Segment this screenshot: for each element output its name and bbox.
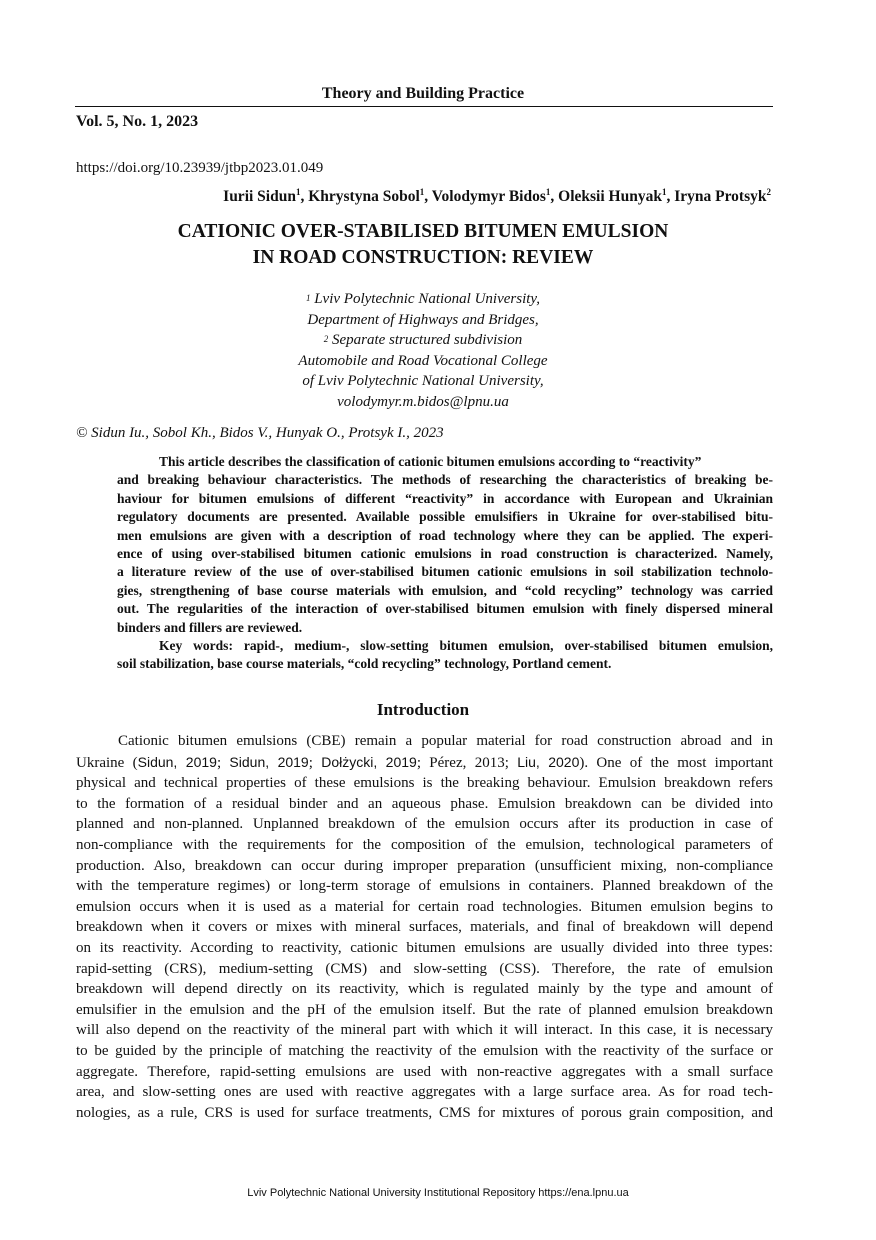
body-line: breakdown will depend directly on its reactivity, which is regulated mainly by the type and amount of <box>76 981 773 998</box>
body-line: to the formation of a residual binder and an aqueous phase. Emulsion breakdown can be divided into <box>76 795 773 812</box>
affiliation-line: Department of Highways and Bridges, <box>307 311 539 328</box>
introduction-body <box>76 731 773 1123</box>
author-affiliation-mark: 2 <box>766 187 771 197</box>
body-line: production. Also, breakdown can occur during improper preparation (unsufficient mixing, non-compliance <box>76 857 773 874</box>
abstract-line: binders and fillers are reviewed. <box>117 619 303 635</box>
title-line: IN ROAD CONSTRUCTION: REVIEW <box>252 247 594 268</box>
abstract-line: a literature review of the use of over-stabilised bitumen cationic emulsions in soil stabilization technolo- <box>117 564 773 580</box>
abstract-line: regulatory documents are presented. Available possible emulsifiers in Ukraine for over-stabilised bitu- <box>117 509 773 525</box>
abstract-line: ence of using over-stabilised bitumen cationic emulsions in road construction is characterized. Namely, <box>117 546 773 562</box>
affiliation-line: $^2$ Separate structured subdivision <box>323 332 523 349</box>
author-name: Oleksii Hunyak <box>558 188 662 205</box>
affiliation-block <box>250 289 596 413</box>
body-line: nologies, as a rule, CRS is used for surface treatments, CMS for mixtures of porous grain composition, and <box>76 1104 773 1121</box>
copyright-notice: © Sidun Iu., Sobol Kh., Bidos V., Hunyak O., Protsyk I., 2023 <box>76 425 444 441</box>
author-name: Iryna Protsyk <box>674 188 767 205</box>
author-affiliation-mark: 1 <box>419 187 425 197</box>
body-line: planned and non-planned. Unplanned breakdown of the emulsion occurs after its production in case of <box>76 816 773 833</box>
abstract-line: gies, strengthening of base course materials with emulsion, and “cold recycling” technology was carried <box>117 582 773 598</box>
paper-title <box>0 219 846 271</box>
affiliation-line: Automobile and Road Vocational College <box>298 352 548 369</box>
affiliation-line: of Lviv Polytechnic National University, <box>302 373 544 390</box>
author-list: Iurii Sidun$^1$, Khrystyna Sobol$^1$, Volodymyr Bidos$^1$, Oleksii Hunyak$^1$, Iryna Protsyk$^2$ <box>223 187 771 205</box>
volume-info: Vol. 5, No. 1, 2023 <box>76 113 199 130</box>
author-affiliation-mark: 1 <box>545 187 551 197</box>
citation-link[interactable]: Dołżycki, 2019 <box>321 753 417 770</box>
body-line: breakdown when it covers or mixes with mineral surfaces, materials, and final of breakdown will depend <box>76 919 773 936</box>
journal-title: Theory and Building Practice <box>321 85 525 102</box>
affiliation-mark: 2 <box>323 334 329 345</box>
keywords-line: soil stabilization, base course materials, “cold recycling” technology, Portland cement. <box>117 656 612 672</box>
title-line: CATIONIC OVER-STABILISED BITUMEN EMULSION <box>177 221 669 242</box>
author-name: Iurii Sidun <box>223 188 296 205</box>
abstract-line: This article describes the classification of cationic bitumen emulsions according to “reactivity” <box>159 454 702 469</box>
body-line: non-compliance with the requirements for the composition of the emulsion, technological parameters of <box>76 836 773 853</box>
abstract-line: out. The regularities of the interaction of over-stabilised bitumen emulsion with finely dispersed mineral <box>117 601 773 617</box>
body-line: area, and slow-setting ones are used with reactive aggregates with a large surface area. As for road tech- <box>76 1084 773 1101</box>
author-affiliation-mark: 1 <box>295 187 301 197</box>
repository-footer: Lviv Polytechnic National University Institutional Repository https://ena.lpnu.ua <box>247 1187 629 1199</box>
body-line: on its reactivity. According to reactivity, cationic bitumen emulsions are usually divided into three types: <box>76 939 773 956</box>
keywords-line: Key words: rapid-, medium-, slow-setting bitumen emulsion, over-stabilised bitumen emulsion, <box>159 638 773 654</box>
body-line: Ukraine (Sidun, 2019; Sidun, 2019; Dołżycki, 2019; Pérez, 2013; Liu, 2020). One of the most important <box>76 753 774 771</box>
body-line: emulsion occurs when it is used as a material for certain road technologies. Bitumen emulsion begins to <box>76 898 773 915</box>
author-name: Khrystyna Sobol <box>308 188 420 205</box>
author-name: Volodymyr Bidos <box>431 188 546 205</box>
body-line: to be guided by the principle of matching the reactivity of the emulsion with the reactivity of the surface or <box>76 1042 773 1059</box>
body-line: with the temperature regimes) or long-term storage of emulsions in containers. Planned breakdown of the <box>76 878 773 895</box>
body-line: physical and technical properties of these emulsions is the breaking behaviour. Emulsion breakdown refers <box>76 775 773 792</box>
body-line: emulsifier in the emulsion and the pH of the emulsion itself. But the rate of planned emulsion breakdown <box>76 1001 773 1018</box>
abstract <box>117 453 773 674</box>
affiliation-line: $^1$ Lviv Polytechnic National University, <box>305 291 541 307</box>
body-line: Cationic bitumen emulsions (CBE) remain a popular material for road construction abroad and in <box>118 733 773 749</box>
author-affiliation-mark: 1 <box>661 187 667 197</box>
abstract-line: men emulsions are given with a description of road technology where they can be applied. The experi- <box>117 527 773 543</box>
contact-email[interactable]: volodymyr.m.bidos@lpnu.ua <box>337 393 509 410</box>
abstract-line: haviour for bitumen emulsions of different “reactivity” in accordance with European and Ukrainian <box>117 490 773 506</box>
citation-link[interactable]: Sidun, 2019 <box>229 753 309 770</box>
doi-link[interactable]: https://doi.org/10.23939/jtbp2023.01.049 <box>76 160 324 176</box>
body-line: aggregate. Therefore, rapid-setting emulsions are used with non-reactive aggregates with a small surface <box>76 1063 773 1080</box>
section-heading-introduction: Introduction <box>376 700 470 719</box>
affiliation-mark: 1 <box>305 293 311 303</box>
citation-link[interactable]: Liu, 2020 <box>517 753 580 770</box>
abstract-line: and breaking behaviour characteristics. The methods of researching the characteristics of breaking be- <box>117 472 773 488</box>
citation-link[interactable]: Sidun, 2019 <box>137 753 217 770</box>
body-line: rapid-setting (CRS), medium-setting (CMS) and slow-setting (CSS). Therefore, the rate of emulsion <box>76 960 773 977</box>
body-line: will also depend on the reactivity of the mineral part with which it will interact. In this case, it is necessary <box>76 1022 773 1039</box>
header-rule <box>75 106 773 107</box>
